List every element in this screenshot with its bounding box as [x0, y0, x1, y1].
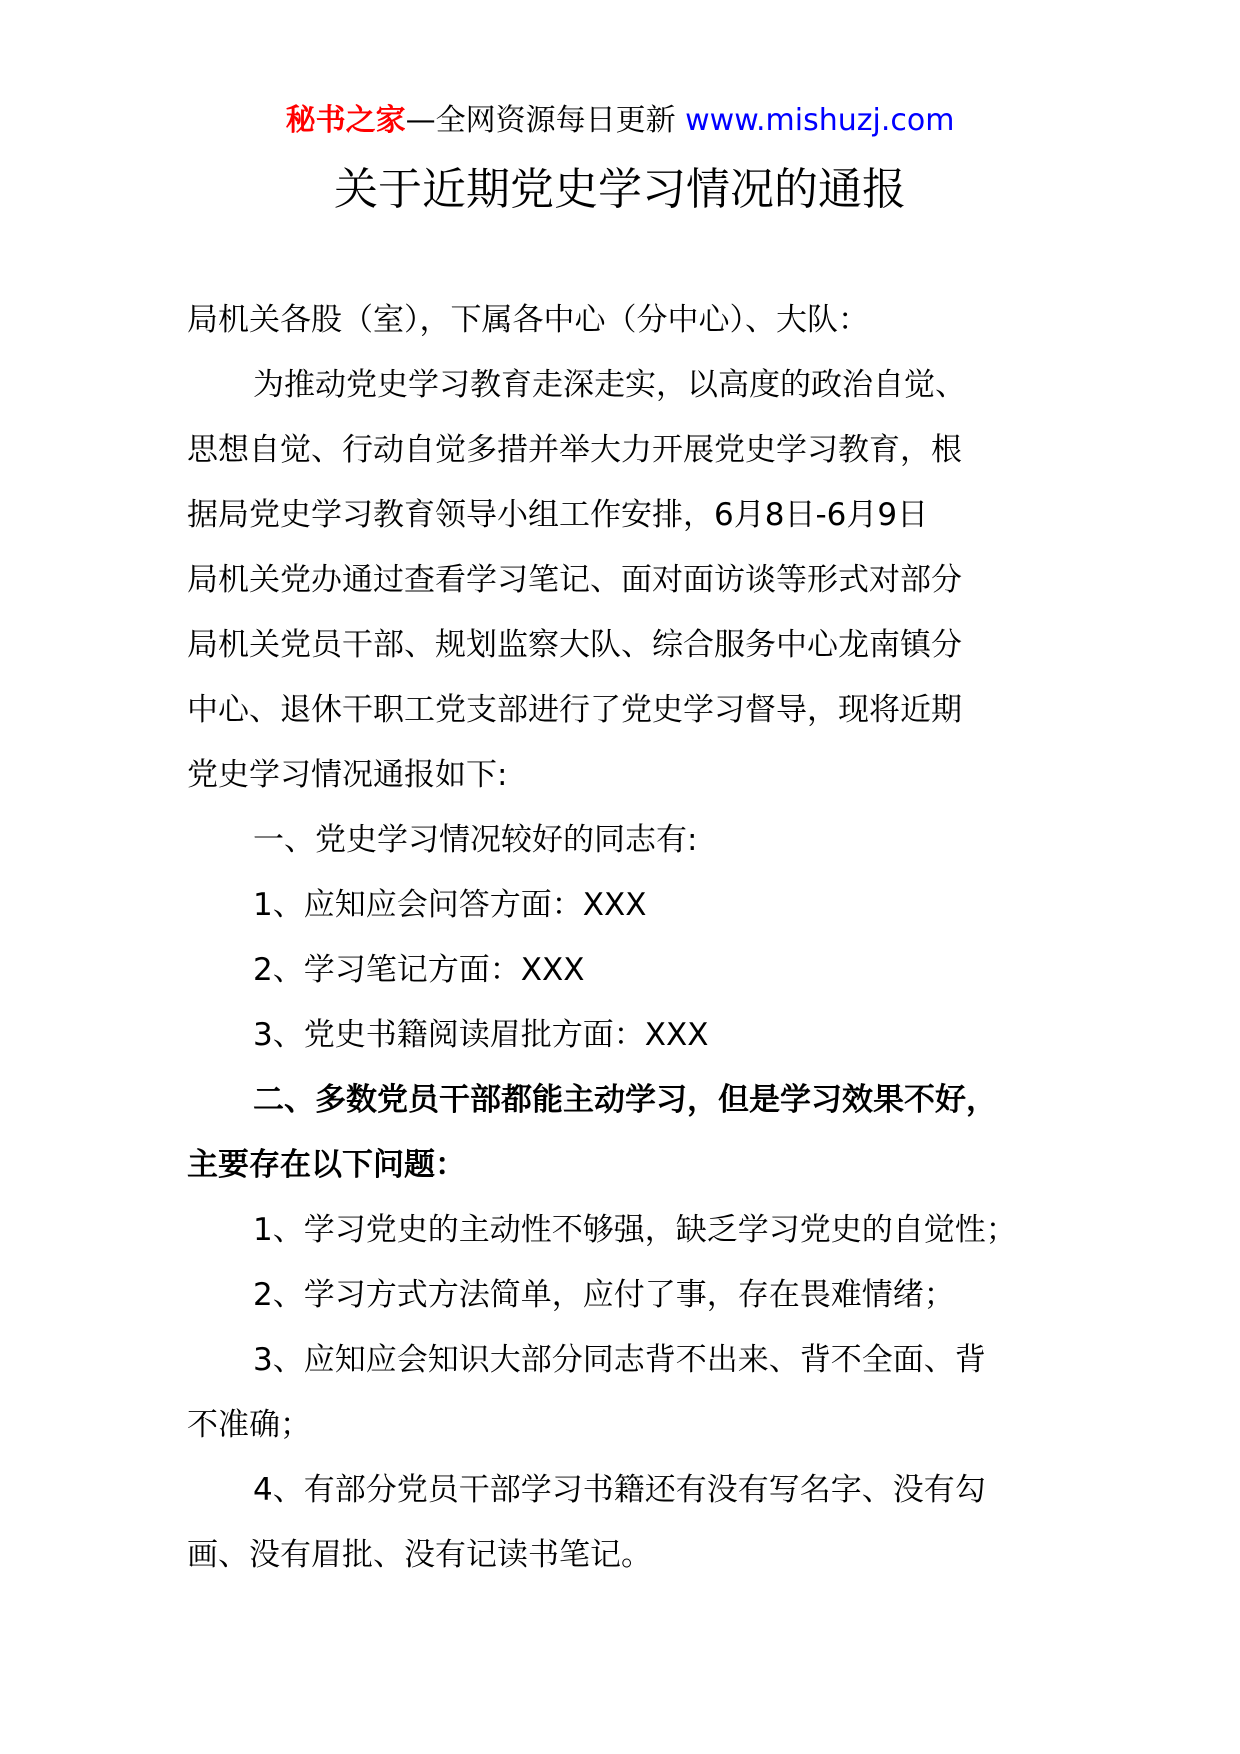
section2-item-continued: 不准确； — [187, 1407, 311, 1443]
document-body — [187, 288, 1087, 1588]
intro-line: 局机关党办通过查看学习笔记、面对面访谈等形式对部分 — [187, 562, 962, 598]
document-title: 关于近期党史学习情况的通报 — [334, 164, 906, 215]
intro-line: 思想自觉、行动自觉多措并举大力开展党史学习教育，根 — [187, 432, 962, 468]
intro-line: 局机关党员干部、规划监察大队、综合服务中心龙南镇分 — [187, 627, 962, 663]
section2-item: 4、有部分党员干部学习书籍还有没有写名字、没有勾 — [253, 1472, 986, 1508]
section2-item: 3、应知应会知识大部分同志背不出来、背不全面、背 — [253, 1342, 986, 1378]
intro-line: 党史学习情况通报如下: — [187, 757, 508, 793]
section1-item: 1、应知应会问答方面：XXX — [253, 887, 647, 923]
section1-item: 3、党史书籍阅读眉批方面：XXX — [253, 1017, 709, 1053]
section1-item: 2、学习笔记方面：XXX — [253, 952, 585, 988]
site-brand: 秘书之家 — [285, 103, 406, 138]
site-header — [0, 98, 1240, 144]
section1-heading: 一、党史学习情况较好的同志有: — [253, 822, 698, 858]
site-url-link[interactable]: www.mishuzj.com — [685, 103, 955, 138]
intro-line: 中心、退休干职工党支部进行了党史学习督导，现将近期 — [187, 692, 962, 728]
site-tagline: —全网资源每日更新 — [405, 103, 686, 138]
section2-heading-continued: 主要存在以下问题： — [187, 1147, 466, 1183]
section2-item: 1、学习党史的主动性不够强，缺乏学习党史的自觉性； — [253, 1212, 1017, 1248]
section2-item: 2、学习方式方法简单，应付了事，存在畏难情绪； — [253, 1277, 955, 1313]
section2-heading: 二、多数党员干部都能主动学习，但是学习效果不好， — [253, 1082, 997, 1118]
section2-item-continued: 画、没有眉批、没有记读书笔记。 — [187, 1537, 652, 1573]
intro-line: 据局党史学习教育领导小组工作安排，6月8日-6月9日 — [187, 497, 929, 533]
intro-line: 为推动党史学习教育走深走实，以高度的政治自觉、 — [253, 367, 966, 403]
salutation: 局机关各股（室），下属各中心（分中心）、大队： — [187, 302, 869, 338]
